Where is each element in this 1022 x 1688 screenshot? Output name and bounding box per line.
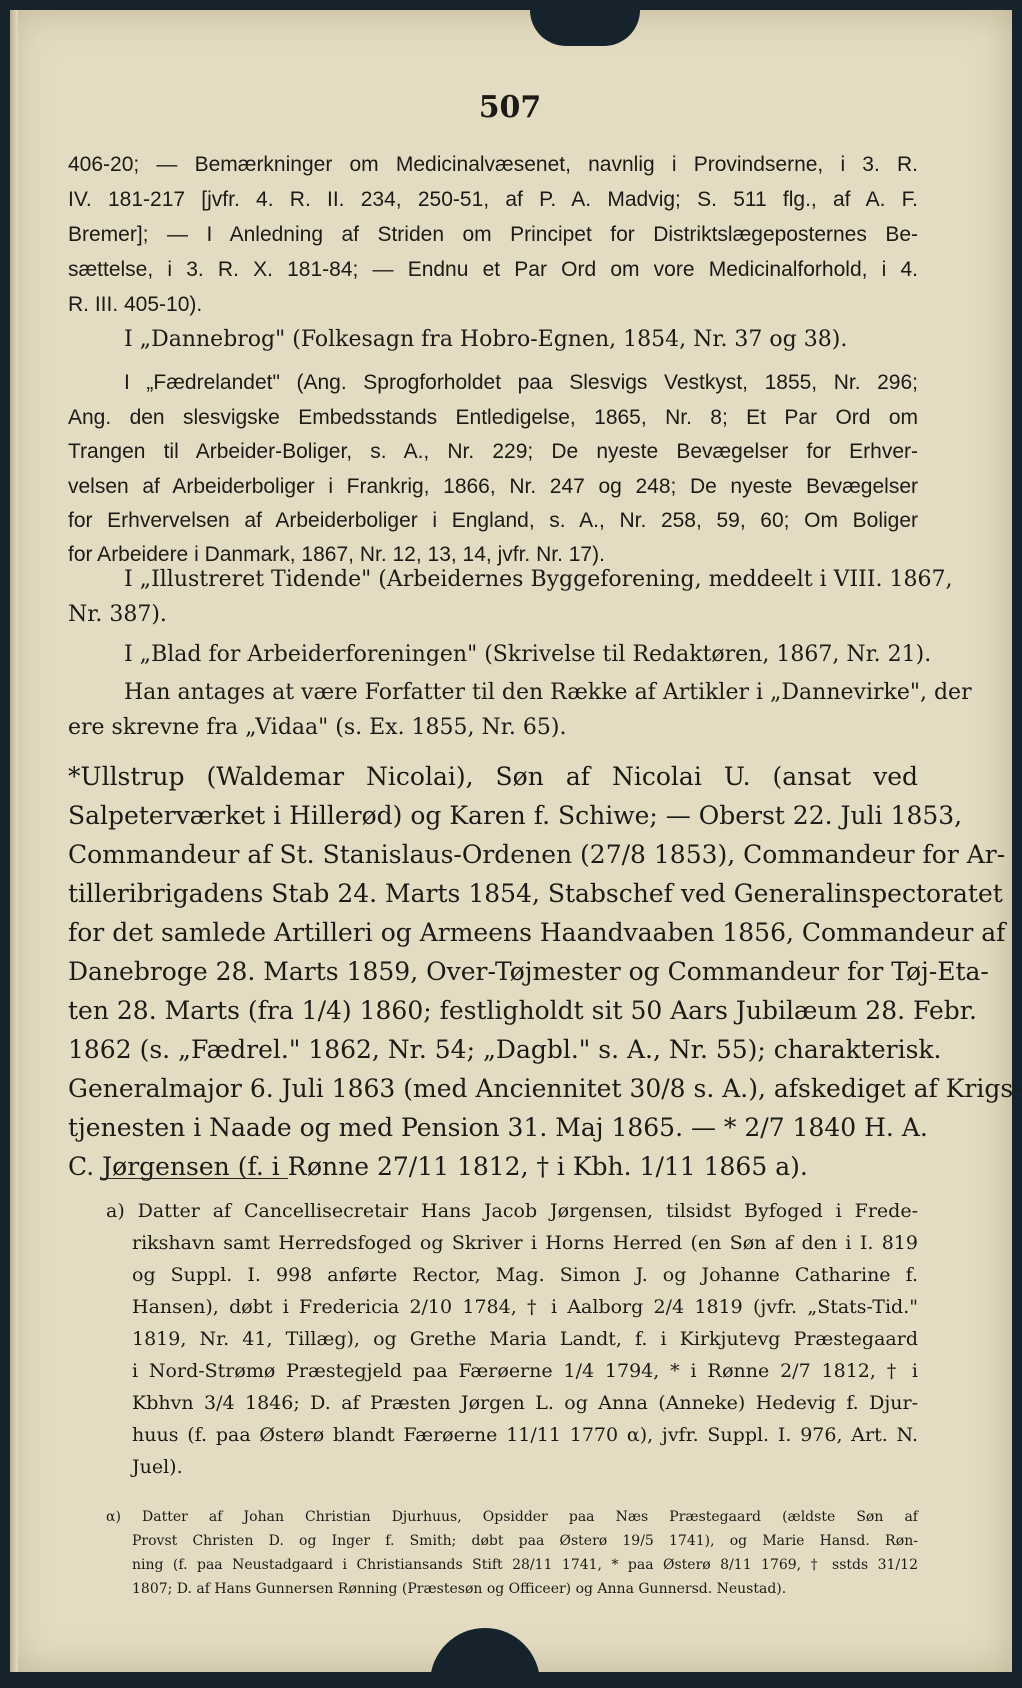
text-line: I „Dannebrog" (Folkesagn fra Hobro-Egnen, 1854, Nr. 37 og 38). xyxy=(124,327,848,352)
footnote-line: i Nord-Strømø Præstegjeld paa Færøerne 1/4 1794, * i Rønne 2/7 1812, † i xyxy=(132,1360,918,1382)
text-line: Trangen til Arbeider-Boliger, s. A., Nr. 229; De nyeste Bevægelser for Erhver- xyxy=(68,440,918,463)
text-line: 1862 (s. „Fædrel." 1862, Nr. 54; „Dagbl." s. A., Nr. 55); charakterisk. xyxy=(68,1035,942,1064)
text-line: for Erhvervelsen af Arbeiderboliger i England, s. A., Nr. 258, 59, 60; Om Boliger xyxy=(68,509,918,532)
text-line: Bremer]; — I Anledning af Striden om Principet for Distriktslægeposternes Be- xyxy=(68,223,918,246)
footnote-alpha-line: ning (f. paa Neustadgaard i Christiansands Stift 28/11 1741, * paa Østerø 8/11 1769, † sstds 31/12 xyxy=(132,1557,918,1573)
text-line: Generalmajor 6. Juli 1863 (med Anciennitet 30/8 s. A.), afskediget af Krigs- xyxy=(68,1074,1022,1103)
book-page xyxy=(10,10,1022,1672)
text-line: C. Jørgensen (f. i Rønne 27/11 1812, † i Kbh. 1/11 1865 a). xyxy=(68,1152,808,1181)
footnote-line: Hansen), døbt i Fredericia 2/10 1784, † i Aalborg 2/4 1819 (jvfr. „Stats-Tid." xyxy=(132,1296,918,1318)
text-line: I „Fædrelandet" (Ang. Sprogforholdet paa Slesvigs Vestkyst, 1855, Nr. 296; xyxy=(124,371,918,394)
text-line: sættelse, i 3. R. X. 181-84; — Endnu et Par Ord om vore Medicinalforhold, i 4. xyxy=(68,258,918,281)
footnote-alpha-line: 1807; D. af Hans Gunnersen Rønning (Præstesøn og Officeer) og Anna Gunnersd. Neustad). xyxy=(132,1581,787,1597)
footnote-line: rikshavn samt Herredsfoged og Skriver i Horns Herred (en Søn af den i I. 819 xyxy=(132,1232,918,1254)
page-number: 507 xyxy=(478,90,542,125)
text-line: *Ullstrup (Waldemar Nicolai), Søn af Nicolai U. (ansat ved xyxy=(68,762,918,791)
footnote-line: 1819, Nr. 41, Tillæg), og Grethe Maria Landt, f. i Kirkjutevg Præstegaard xyxy=(132,1328,918,1350)
text-line: for Arbeidere i Danmark, 1867, Nr. 12, 13, 14, jvfr. Nr. 17). xyxy=(68,543,605,566)
text-line: I „Blad for Arbeiderforeningen" (Skrivelse til Redaktøren, 1867, Nr. 21). xyxy=(124,642,932,667)
footnote-alpha-line: α) Datter af Johan Christian Djurhuus, Opsidder paa Næs Præstegaard (ældste Søn af xyxy=(106,1509,918,1525)
text-line: for det samlede Artilleri og Armeens Haandvaaben 1856, Commandeur af xyxy=(68,918,1006,947)
binding-tab xyxy=(530,10,640,46)
text-line: I „Illustreret Tidende" (Arbeidernes Byggeforening, meddeelt i VIII. 1867, xyxy=(124,567,953,592)
footnote-line: Kbhvn 3/4 1846; D. af Præsten Jørgen L. og Anna (Anneke) Hedevig f. Djur- xyxy=(132,1392,918,1414)
text-line: velsen af Arbeiderboliger i Frankrig, 1866, Nr. 247 og 248; De nyeste Bevægelser xyxy=(68,475,918,498)
page-gutter xyxy=(10,10,18,1672)
footnote-line: a) Datter af Cancellisecretair Hans Jacob Jørgensen, tilsidst Byfoged i Frede- xyxy=(106,1200,918,1222)
text-line: Commandeur af St. Stanislaus-Ordenen (27/8 1853), Commandeur for Ar- xyxy=(68,840,1006,869)
text-line: R. III. 405-10). xyxy=(68,293,203,316)
text-line: 406-20; — Bemærkninger om Medicinalvæsenet, navnlig i Provindserne, i 3. R. xyxy=(68,153,918,176)
text-line: Nr. 387). xyxy=(68,602,167,627)
text-line: tilleribrigadens Stab 24. Marts 1854, Stabschef ved Generalinspectoratet xyxy=(68,879,1003,908)
text-line: tjenesten i Naade og med Pension 31. Maj 1865. — * 2/7 1840 H. A. xyxy=(68,1113,928,1142)
text-line: ten 28. Marts (fra 1/4) 1860; festligholdt sit 50 Aars Jubilæum 28. Febr. xyxy=(68,996,977,1025)
footnote-alpha-line: Provst Christen D. og Inger f. Smith; døbt paa Østerø 19/5 1741), og Marie Hansd. Røn- xyxy=(132,1533,918,1549)
footnote-rule xyxy=(102,1178,288,1179)
text-line: Danebroge 28. Marts 1859, Over-Tøjmester og Commandeur for Tøj-Eta- xyxy=(68,957,989,986)
text-line: Salpeterværket i Hillerød) og Karen f. Schiwe; — Oberst 22. Juli 1853, xyxy=(68,801,963,830)
binding-tab-bottom xyxy=(430,1628,540,1688)
text-line: Han antages at være Forfatter til den Række af Artikler i „Dannevirke", der xyxy=(124,680,972,705)
text-line: Ang. den slesvigske Embedsstands Entledigelse, 1865, Nr. 8; Et Par Ord om xyxy=(68,406,918,429)
footnote-line: huus (f. paa Østerø blandt Færøerne 11/11 1770 α), jvfr. Suppl. I. 976, Art. N. xyxy=(132,1424,918,1446)
footnote-line: Juel). xyxy=(132,1456,183,1478)
footnote-line: og Suppl. I. 998 anførte Rector, Mag. Simon J. og Johanne Catharine f. xyxy=(132,1264,918,1286)
text-line: ere skrevne fra „Vidaa" (s. Ex. 1855, Nr. 65). xyxy=(68,715,567,740)
text-line: IV. 181-217 [jvfr. 4. R. II. 234, 250-51, af P. A. Madvig; S. 511 flg., af A. F. xyxy=(68,188,918,211)
